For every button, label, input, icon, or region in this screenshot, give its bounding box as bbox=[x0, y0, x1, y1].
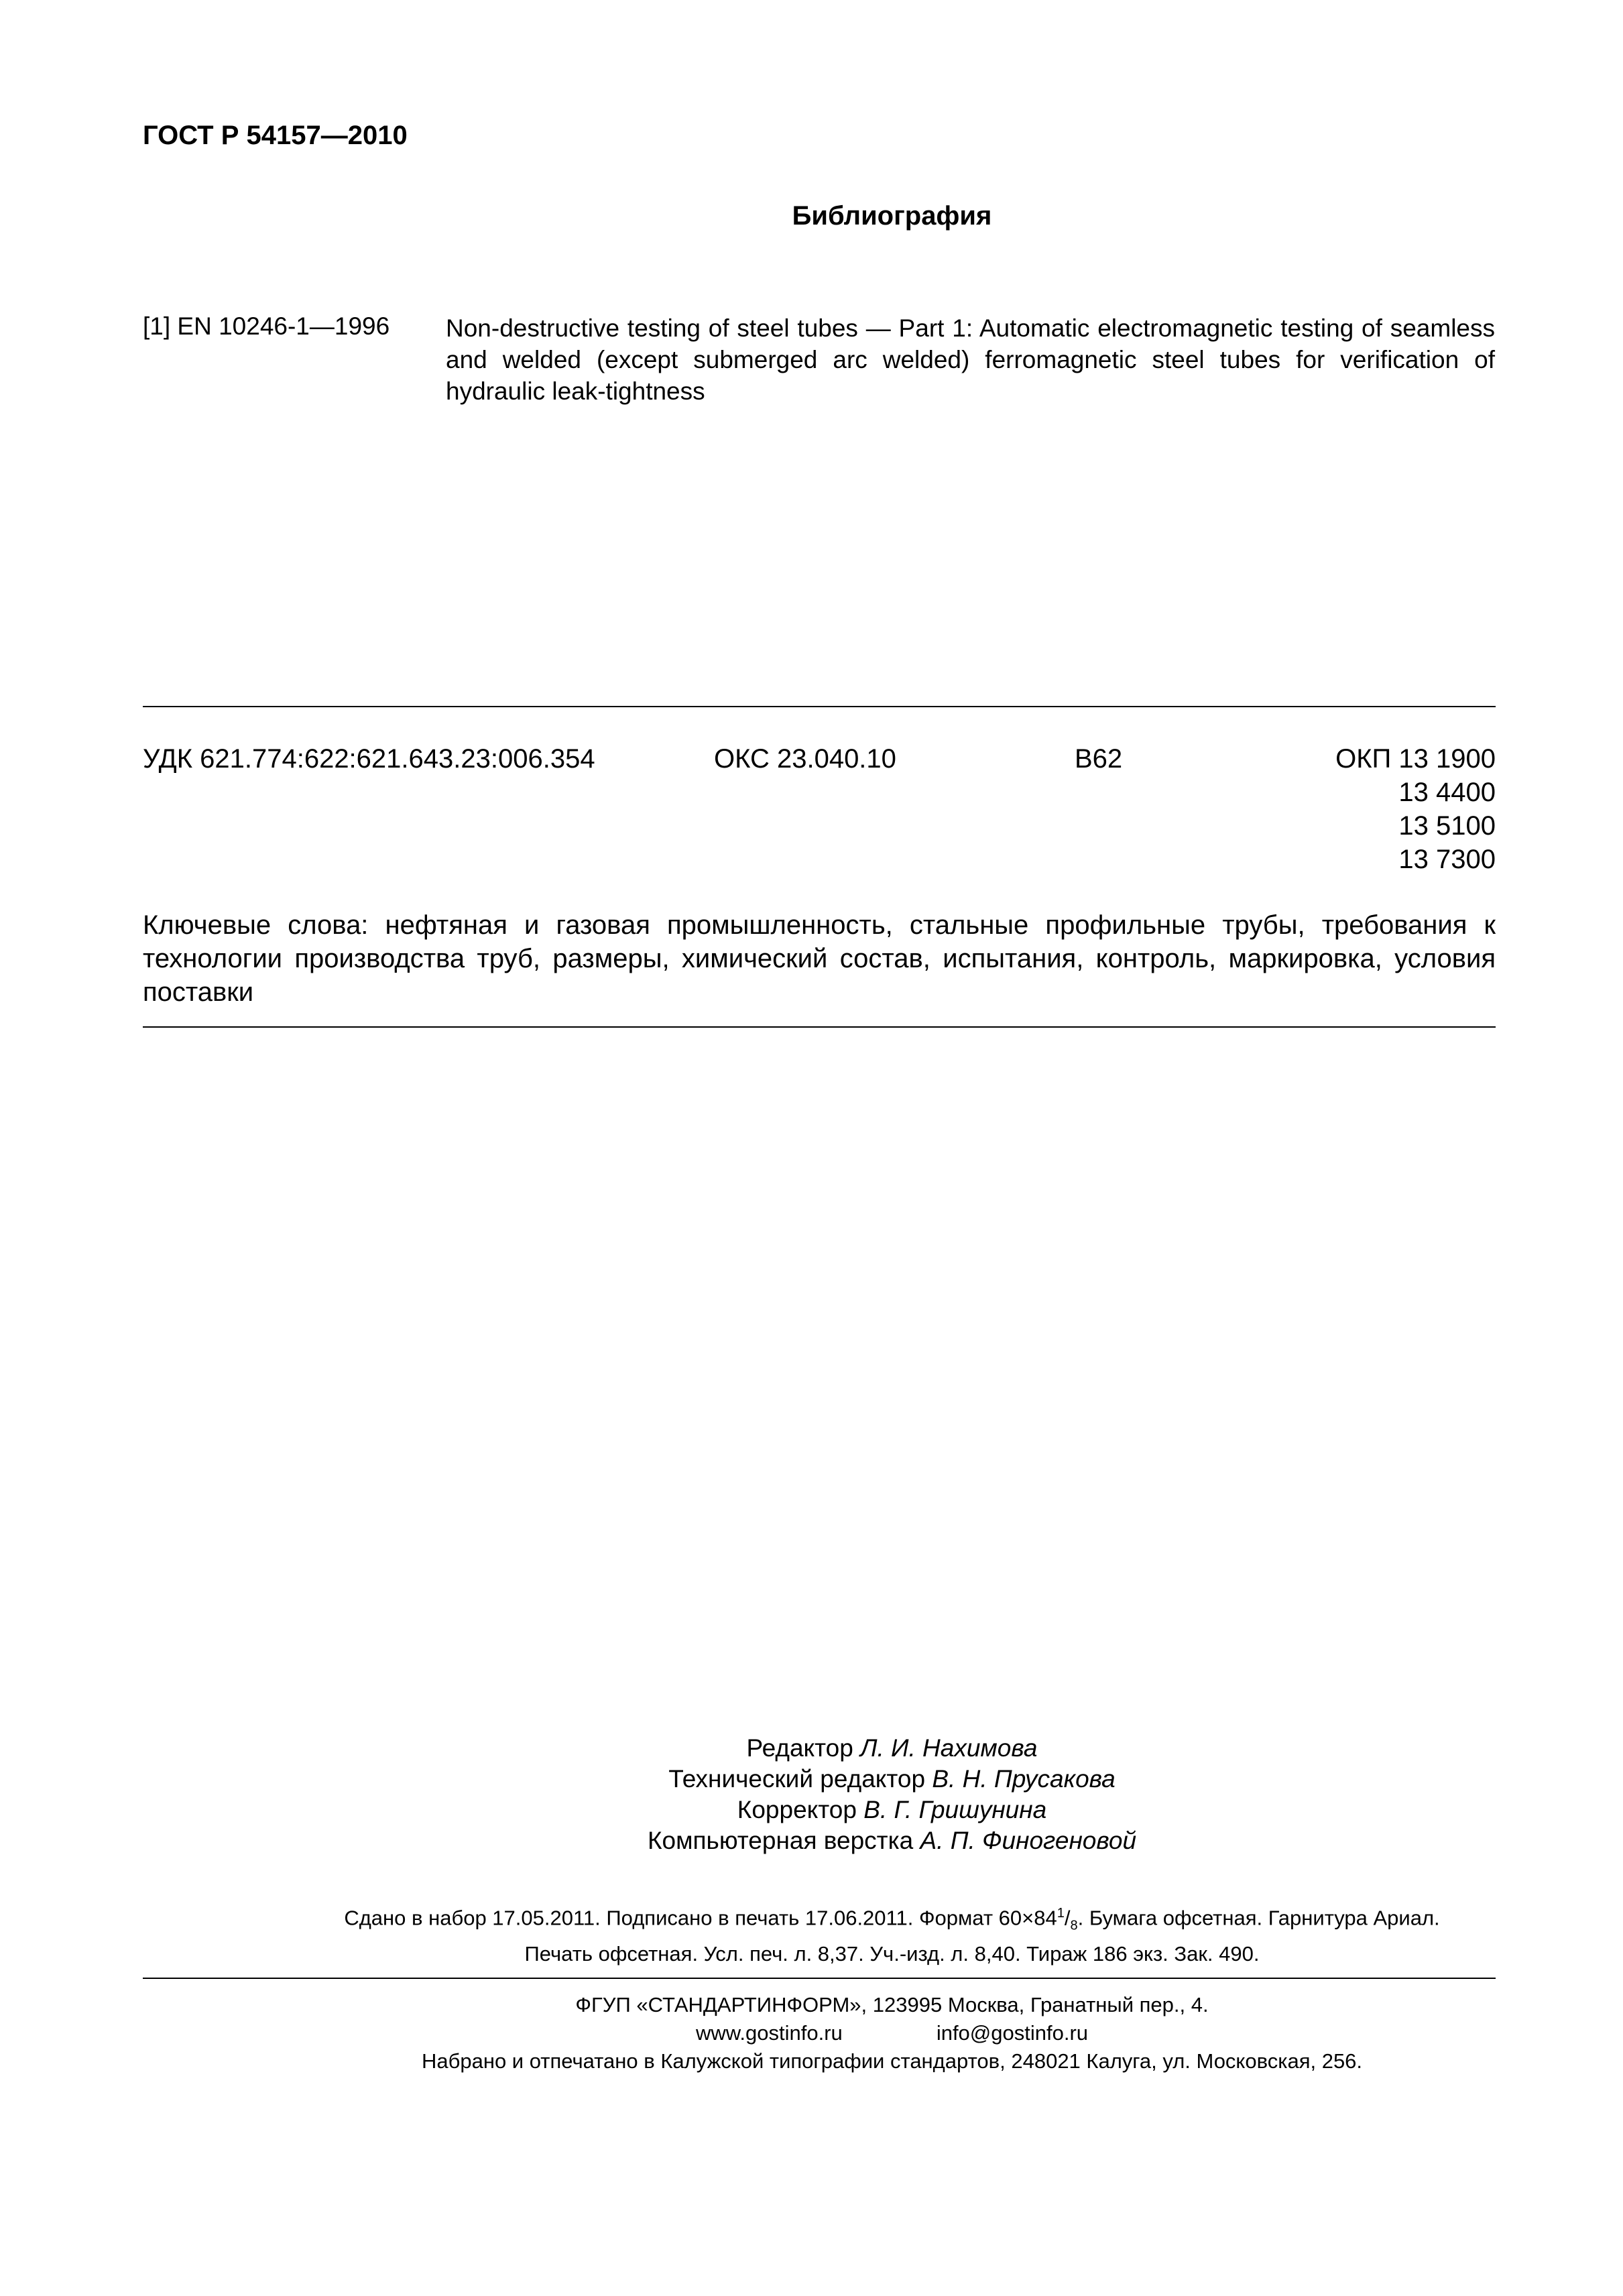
staff-line bbox=[161, 1764, 1623, 1795]
publisher-email-link[interactable]: info@gostinfo.ru bbox=[936, 2021, 1089, 2045]
staff-line bbox=[161, 1825, 1623, 1856]
print-info-line-2: Печать офсетная. Усл. печ. л. 8,37. Уч.-изд. л. 8,40. Тираж 186 экз. Зак. 490. bbox=[524, 1941, 1260, 1966]
publisher-website-link[interactable]: www.gostinfo.ru bbox=[695, 2021, 843, 2045]
okp-code: 13 7300 bbox=[1398, 845, 1496, 874]
staff-role: Технический редактор bbox=[668, 1765, 926, 1793]
print-info bbox=[0, 1899, 1623, 1968]
staff-credits bbox=[0, 1733, 1623, 1856]
group-code: В62 bbox=[1075, 744, 1123, 774]
print-info-suffix: . Бумага офсетная. Гарнитура Ариал. bbox=[1077, 1906, 1440, 1930]
bibliography-title: Библиография bbox=[792, 201, 992, 231]
publisher-info bbox=[0, 1991, 1623, 2075]
staff-name: А. П. Финогеновой bbox=[920, 1827, 1137, 1854]
printing-house: Набрано и отпечатано в Калужской типографии стандартов, 248021 Калуга, ул. Московская, 256. bbox=[421, 2049, 1363, 2073]
staff-role: Корректор bbox=[737, 1796, 857, 1823]
format-superscript: 1 bbox=[1057, 1906, 1065, 1921]
bibliography-item-text: Non-destructive testing of steel tubes — Part 1: Automatic electromagnetic testing of seamless and welded (except submerged arc welded) ferromagnetic steel tubes for verification of hydraulic leak-tightness bbox=[446, 314, 1495, 405]
oks-code: ОКС 23.040.10 bbox=[714, 744, 896, 774]
staff-name: В. Г. Гришунина bbox=[863, 1796, 1047, 1823]
format-subscript: 8 bbox=[1070, 1918, 1078, 1933]
staff-line bbox=[161, 1733, 1623, 1764]
staff-role: Компьютерная верстка bbox=[647, 1827, 914, 1854]
publisher-address: ФГУП «СТАНДАРТИНФОРМ», 123995 Москва, Гранатный пер., 4. bbox=[575, 1993, 1209, 2016]
okp-code: 13 4400 bbox=[1398, 778, 1496, 807]
staff-name: В. Н. Прусакова bbox=[932, 1765, 1116, 1793]
divider-middle bbox=[143, 1026, 1496, 1028]
bibliography-item-ref: [1] EN 10246-1—1996 bbox=[143, 312, 390, 340]
staff-role: Редактор bbox=[746, 1734, 853, 1762]
okp-codes bbox=[1274, 742, 1496, 876]
keywords: Ключевые слова: нефтяная и газовая промышленность, стальные профильные трубы, требования к технологии производства труб, размеры, химический состав, испытания, контроль, маркировка, условия поставки bbox=[143, 910, 1496, 1007]
okp-code: 13 5100 bbox=[1398, 811, 1496, 841]
okp-code: ОКП 13 1900 bbox=[1335, 744, 1496, 774]
publisher-contacts bbox=[161, 2019, 1623, 2047]
standard-code: ГОСТ Р 54157—2010 bbox=[143, 121, 408, 150]
divider-bottom bbox=[143, 1978, 1496, 1979]
print-info-prefix: Сдано в набор 17.05.2011. Подписано в печать 17.06.2011. Формат 60×84 bbox=[344, 1906, 1057, 1930]
staff-line bbox=[161, 1795, 1623, 1825]
udk-code: УДК 621.774:622:621.643.23:006.354 bbox=[143, 744, 595, 774]
divider-top bbox=[143, 706, 1496, 707]
print-info-line-1: Сдано в набор 17.05.2011. Подписано в печать 17.06.2011. Формат $60\times 84^1/_8$. Бумага офсетная. Гарнитура Ариал. bbox=[344, 1906, 1440, 1933]
staff-name: Л. И. Нахимова bbox=[860, 1734, 1038, 1762]
